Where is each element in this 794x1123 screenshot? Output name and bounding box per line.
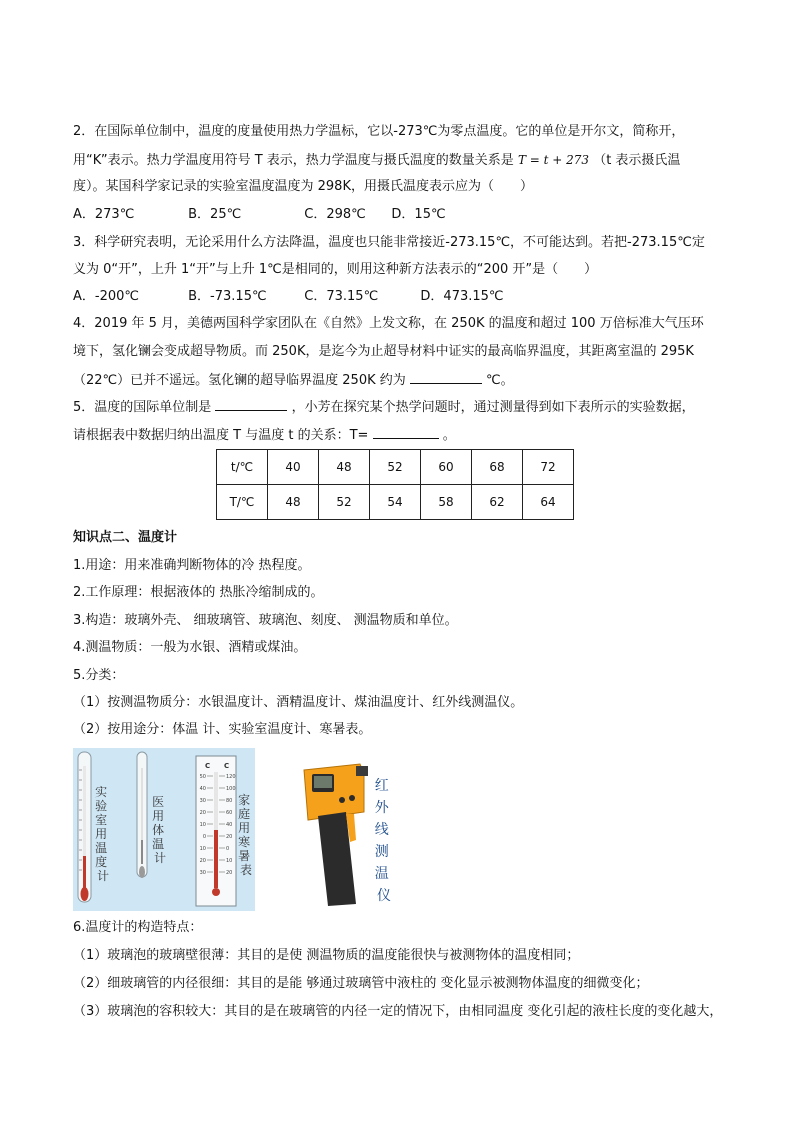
table-cell: 62 — [472, 485, 523, 520]
table-cell: 40 — [268, 450, 319, 485]
section-title: 知识点二、温度计 — [73, 530, 178, 545]
section-item: 3.构造：玻璃外壳、 细玻璃管、玻璃泡、刻度、 测温物质和单位。 — [73, 613, 458, 628]
celsius-mark-left: C — [205, 762, 211, 770]
lab-thermometer-label — [95, 785, 111, 883]
q2-options — [73, 207, 446, 223]
q2-option-d: D．15℃ — [391, 207, 446, 222]
infrared-thermometer-illustration — [298, 760, 408, 910]
q2-line-2-tail: （t 表示摄氏温 — [593, 153, 681, 168]
vertical-label-char: 度 — [95, 855, 108, 869]
table-header-t: t/℃ — [217, 450, 268, 485]
q5-unit-blank[interactable] — [215, 398, 287, 411]
vertical-label-char: 家 — [238, 793, 251, 807]
scale-label: 100 — [226, 786, 236, 792]
q2-option-b: B．25℃ — [188, 207, 242, 222]
scale-label: 10 — [226, 858, 233, 864]
table-cell: 52 — [319, 485, 370, 520]
section-item: 4.测温物质：一般为水银、酒精或煤油。 — [73, 640, 307, 655]
vertical-label-char: 仪 — [377, 888, 391, 904]
scale-label: 30 — [199, 798, 206, 804]
vertical-label-char: 计 — [153, 851, 167, 865]
q3-option-d: D．473.15℃ — [420, 289, 504, 304]
vertical-label-char: 温 — [95, 841, 108, 855]
lab-thermometer-icon — [78, 752, 91, 902]
q4-line-2: 境下，氢化镧会变成超导物质。而 250K，是迄今为止超导材料中证实的最高临界温度，其距离室温的 295K — [73, 344, 694, 359]
scale-label: 10 — [199, 822, 206, 828]
scale-label: 0 — [226, 846, 230, 852]
vertical-label-char: 温 — [152, 837, 165, 851]
vertical-label-char: 验 — [95, 799, 108, 813]
q2-formula: T = t + 273 — [517, 153, 590, 167]
section-item: 1.用途：用来准确判断物体的冷 热程度。 — [73, 558, 311, 573]
scale-label: 20 — [226, 870, 233, 876]
vertical-label-char: 实 — [95, 785, 108, 799]
q4-answer-blank[interactable] — [410, 371, 482, 384]
vertical-label-char: 表 — [239, 863, 253, 877]
medical-thermometer-label — [152, 795, 168, 865]
vertical-label-char: 计 — [96, 869, 110, 883]
scale-label: 10 — [199, 846, 206, 852]
q4-line-3-tail: ℃。 — [486, 373, 514, 388]
vertical-label-char: 医 — [152, 795, 165, 809]
vertical-label-char: 温 — [374, 866, 389, 882]
table-cell: 48 — [319, 450, 370, 485]
vertical-label-char: 体 — [152, 823, 165, 837]
vertical-label-char: 庭 — [238, 807, 251, 821]
home-thermometer-label — [238, 792, 254, 877]
table-row — [217, 450, 574, 485]
home-thermometer-icon — [196, 756, 236, 906]
infrared-thermometer-label — [375, 778, 393, 904]
q5-line-1 — [73, 398, 695, 416]
q2-line-2-text: 用“K”表示。热力学温度用符号 T 表示，热力学温度与摄氏温度的数量关系是 — [73, 153, 514, 168]
scale-label: 30 — [199, 870, 206, 876]
scale-label: 120 — [226, 774, 236, 780]
q5-line-2-tail: 。 — [442, 428, 456, 443]
section6-item: （3）玻璃泡的容积较大：其目的是在玻璃管的内径一定的情况下，由相同温度 变化引起的液柱长度的变化越大， — [73, 1004, 723, 1019]
q5-relation-blank[interactable] — [373, 426, 439, 439]
table-cell: 58 — [421, 485, 472, 520]
q3-option-a: A．-200℃ — [73, 289, 139, 304]
vertical-label-char: 外 — [374, 800, 389, 816]
table-cell: 64 — [523, 485, 574, 520]
table-cell: 60 — [421, 450, 472, 485]
vertical-label-char: 红 — [374, 778, 389, 794]
section6-item: （2）细玻璃管的内径很细：其目的是能 够通过玻璃管中液柱的 变化显示被测物体温度的细微变化； — [73, 976, 649, 991]
table-cell: 72 — [523, 450, 574, 485]
celsius-mark-right: C — [224, 762, 230, 770]
infrared-gun-icon — [304, 764, 368, 906]
q3-option-b: B．-73.15℃ — [188, 289, 267, 304]
scale-label: 80 — [226, 798, 233, 804]
q3-option-c: C．73.15℃ — [304, 289, 379, 304]
section-item: 5.分类： — [73, 668, 125, 683]
section-sub-item: （2）按用途分：体温 计、实验室温度计、寒暑表。 — [73, 722, 372, 737]
q5-line-2-text: 请根据表中数据归纳出温度 T 与温度 t 的关系：T= — [73, 428, 369, 443]
vertical-label-char: 用 — [152, 809, 165, 823]
q2-line-3: 度）。某国科学家记录的实验室温度温度为 298K，用摄氏温度表示应为（ ） — [73, 179, 533, 194]
table-row — [217, 485, 574, 520]
scale-label: 60 — [226, 810, 233, 816]
scale-label: 40 — [226, 822, 233, 828]
table-cell: 48 — [268, 485, 319, 520]
scale-label: 20 — [199, 810, 206, 816]
q3-options — [73, 289, 504, 305]
vertical-label-char: 暑 — [238, 849, 251, 863]
q4-line-1: 4．2019 年 5 月，美德两国科学家团队在《自然》上发文称，在 250K 的温度和超过 100 万倍标准大气压环 — [73, 316, 704, 331]
vertical-label-char: 用 — [238, 821, 251, 835]
section6-title: 6.温度计的构造特点： — [73, 920, 203, 935]
q2-option-a: A．273℃ — [73, 207, 135, 222]
scale-label: 50 — [199, 774, 206, 780]
vertical-label-char: 测 — [374, 844, 389, 860]
vertical-label-char: 线 — [374, 822, 389, 838]
q3-line-2: 义为 0“开”，上升 1“开”与上升 1℃是相同的，则用这种新方法表示的“200 开”是（ ） — [73, 262, 598, 277]
data-table — [216, 449, 574, 520]
scale-label: 0 — [202, 834, 206, 840]
table-cell: 68 — [472, 450, 523, 485]
table-header-T: T/℃ — [217, 485, 268, 520]
table-cell: 52 — [370, 450, 421, 485]
vertical-label-char: 室 — [95, 813, 108, 827]
q5-line-1-tail: ，小芳在探究某个热学问题时，通过测量得到如下表所示的实验数据， — [291, 400, 695, 415]
q2-option-c: C．298℃ — [304, 207, 366, 222]
vertical-label-char: 寒 — [238, 835, 251, 849]
q3-line-1: 3．科学研究表明，无论采用什么方法降温，温度也只能非常接近-273.15℃，不可能达到。若把-273.15℃定 — [73, 235, 705, 250]
medical-thermometer-icon — [137, 752, 147, 878]
q2-line-2 — [73, 152, 680, 169]
section-sub-item: （1）按测温物质分：水银温度计、酒精温度计、煤油温度计、红外线测温仪。 — [73, 695, 524, 710]
q2-line-1: 2．在国际单位制中，温度的度量使用热力学温标，它以-273℃为零点温度。它的单位是开尔文，简称开， — [73, 124, 685, 139]
scale-label: 20 — [199, 858, 206, 864]
scale-label: 20 — [226, 834, 233, 840]
table-cell: 54 — [370, 485, 421, 520]
section6-item: （1）玻璃泡的玻璃壁很薄：其目的是使 测温物质的温度能很快与被测物体的温度相同； — [73, 948, 580, 963]
section-item: 2.工作原理：根据液体的 热胀冷缩制成的。 — [73, 585, 324, 600]
scale-label: 40 — [199, 786, 206, 792]
q4-line-3 — [73, 371, 514, 389]
thermometers-illustration — [73, 748, 255, 911]
q5-line-2 — [73, 426, 456, 444]
q4-line-3-text: （22℃）已并不遥远。氢化镧的超导临界温度 250K 约为 — [73, 373, 406, 388]
vertical-label-char: 用 — [95, 827, 108, 841]
q5-line-1-text: 5．温度的国际单位制是 — [73, 400, 212, 415]
